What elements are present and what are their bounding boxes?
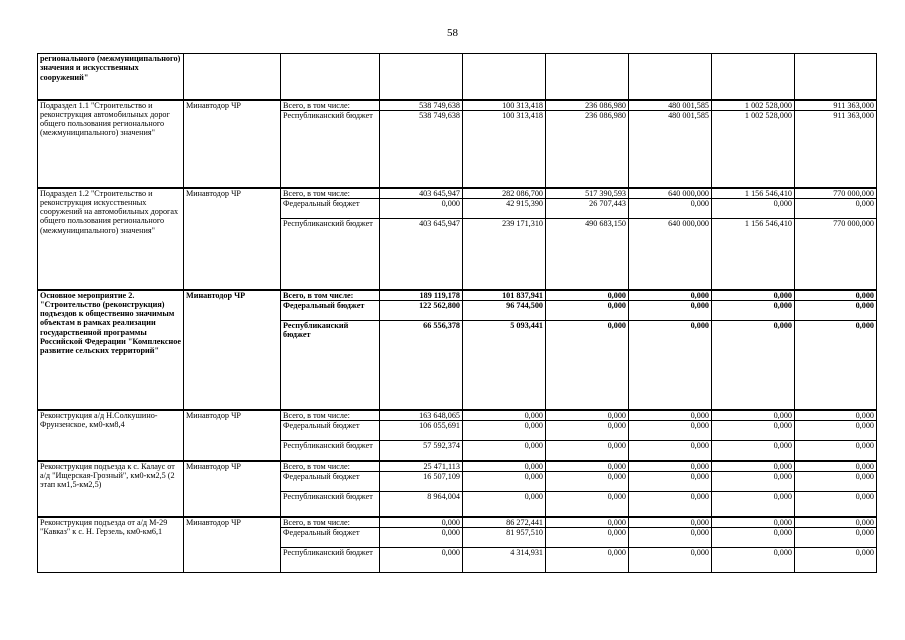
amount-cell: 0,000 [546, 528, 629, 548]
amount-cell: 0,000 [629, 492, 712, 517]
amount-cell: 911 363,000 [795, 100, 877, 111]
amount-cell [546, 54, 629, 100]
amount-cell [380, 54, 463, 100]
activity-name-cell: регионального (межмуниципального) значения и искусственных сооружений" [38, 54, 184, 100]
amount-cell: 0,000 [795, 301, 877, 321]
amount-cell: 0,000 [546, 441, 629, 461]
amount-cell: 770 000,000 [795, 188, 877, 199]
executor-cell: Минавтодор ЧР [184, 517, 281, 573]
amount-cell: 0,000 [629, 472, 712, 492]
amount-cell: 0,000 [795, 492, 877, 517]
amount-cell: 0,000 [629, 199, 712, 219]
amount-cell: 26 707,443 [546, 199, 629, 219]
amount-cell: 0,000 [629, 528, 712, 548]
funding-source-cell: Федеральный бюджет [281, 199, 380, 219]
amount-cell: 0,000 [712, 321, 795, 410]
amount-cell: 0,000 [629, 461, 712, 472]
amount-cell: 66 556,378 [380, 321, 463, 410]
amount-cell: 1 002 528,000 [712, 111, 795, 188]
amount-cell: 0,000 [546, 301, 629, 321]
table-row [38, 100, 877, 111]
funding-source-cell: Всего, в том числе: [281, 517, 380, 528]
amount-cell: 0,000 [546, 517, 629, 528]
table-row [38, 54, 877, 100]
amount-cell: 0,000 [712, 517, 795, 528]
executor-cell [184, 54, 281, 100]
amount-cell: 480 001,585 [629, 111, 712, 188]
amount-cell: 0,000 [629, 548, 712, 573]
funding-source-cell: Всего, в том числе: [281, 410, 380, 421]
amount-cell: 0,000 [712, 410, 795, 421]
amount-cell: 1 156 546,410 [712, 188, 795, 199]
amount-cell [463, 54, 546, 100]
amount-cell: 282 086,700 [463, 188, 546, 199]
amount-cell: 25 471,113 [380, 461, 463, 472]
table-row [38, 188, 877, 199]
amount-cell: 0,000 [629, 290, 712, 301]
amount-cell: 403 645,947 [380, 188, 463, 199]
amount-cell: 0,000 [795, 472, 877, 492]
amount-cell: 490 683,150 [546, 219, 629, 290]
amount-cell: 0,000 [463, 410, 546, 421]
executor-cell: Минавтодор ЧР [184, 100, 281, 188]
amount-cell: 0,000 [712, 548, 795, 573]
amount-cell: 0,000 [380, 517, 463, 528]
amount-cell: 0,000 [795, 528, 877, 548]
amount-cell: 0,000 [546, 321, 629, 410]
amount-cell: 0,000 [712, 421, 795, 441]
amount-cell: 16 507,109 [380, 472, 463, 492]
amount-cell: 239 171,310 [463, 219, 546, 290]
amount-cell: 640 000,000 [629, 219, 712, 290]
amount-cell: 0,000 [795, 548, 877, 573]
activity-name-cell: Реконструкция а/д Н.Солкушино-Фрунзенское, км0-км8,4 [38, 410, 184, 461]
funding-source-cell: Всего, в том числе: [281, 290, 380, 301]
amount-cell: 122 562,800 [380, 301, 463, 321]
amount-cell: 0,000 [795, 290, 877, 301]
amount-cell: 0,000 [629, 441, 712, 461]
amount-cell: 0,000 [546, 472, 629, 492]
executor-cell: Минавтодор ЧР [184, 188, 281, 290]
amount-cell: 0,000 [795, 517, 877, 528]
amount-cell: 517 390,593 [546, 188, 629, 199]
amount-cell: 0,000 [795, 461, 877, 472]
amount-cell: 0,000 [712, 528, 795, 548]
executor-cell: Минавтодор ЧР [184, 410, 281, 461]
table-row [38, 410, 877, 421]
amount-cell: 42 915,390 [463, 199, 546, 219]
table-row [38, 290, 877, 301]
amount-cell: 0,000 [380, 528, 463, 548]
amount-cell: 163 648,065 [380, 410, 463, 421]
activity-name-cell: Подраздел 1.2 "Строительство и реконструкция искусственных сооружений на автомобильных дорогах общего пользования регионального (межмуниципального) значения" [38, 188, 184, 290]
amount-cell: 4 314,931 [463, 548, 546, 573]
amount-cell: 0,000 [546, 290, 629, 301]
amount-cell: 0,000 [712, 461, 795, 472]
amount-cell: 640 000,000 [629, 188, 712, 199]
funding-source-cell: Республиканский бюджет [281, 321, 380, 410]
amount-cell: 0,000 [380, 199, 463, 219]
amount-cell: 0,000 [546, 421, 629, 441]
activity-name-cell: Реконструкция подъезда от а/д М-29 "Кавказ" к с. Н. Герзель, км0-км6,1 [38, 517, 184, 573]
amount-cell [712, 54, 795, 100]
amount-cell: 0,000 [629, 321, 712, 410]
amount-cell: 538 749,638 [380, 100, 463, 111]
funding-source-cell: Всего, в том числе: [281, 100, 380, 111]
amount-cell: 0,000 [795, 441, 877, 461]
amount-cell: 86 272,441 [463, 517, 546, 528]
amount-cell: 96 744,500 [463, 301, 546, 321]
amount-cell: 0,000 [712, 492, 795, 517]
amount-cell: 0,000 [463, 441, 546, 461]
activity-name-cell: Основное мероприятие 2. "Строительство (реконструкция) подъездов к общественно значимым объектам в рамках реализации государственной программы Российской Федерации "Комплексное развитие сельских территорий" [38, 290, 184, 410]
amount-cell: 100 313,418 [463, 100, 546, 111]
amount-cell: 8 964,004 [380, 492, 463, 517]
amount-cell: 538 749,638 [380, 111, 463, 188]
amount-cell: 57 592,374 [380, 441, 463, 461]
amount-cell: 0,000 [795, 410, 877, 421]
amount-cell: 0,000 [380, 548, 463, 573]
funding-source-cell: Республиканский бюджет [281, 548, 380, 573]
amount-cell: 480 001,585 [629, 100, 712, 111]
amount-cell: 189 119,178 [380, 290, 463, 301]
table-body [38, 54, 877, 573]
amount-cell: 0,000 [463, 492, 546, 517]
amount-cell: 0,000 [795, 199, 877, 219]
amount-cell: 911 363,000 [795, 111, 877, 188]
amount-cell: 0,000 [795, 421, 877, 441]
executor-cell: Минавтодор ЧР [184, 461, 281, 517]
budget-table [37, 53, 877, 573]
activity-name-cell: Подраздел 1.1 "Строительство и реконструкция автомобильных дорог общего пользования регионального (межмуниципального) значения" [38, 100, 184, 188]
funding-source-cell [281, 54, 380, 100]
amount-cell: 403 645,947 [380, 219, 463, 290]
amount-cell: 0,000 [463, 472, 546, 492]
amount-cell: 0,000 [712, 290, 795, 301]
funding-source-cell: Федеральный бюджет [281, 421, 380, 441]
table-row [38, 517, 877, 528]
amount-cell: 1 002 528,000 [712, 100, 795, 111]
amount-cell: 0,000 [546, 461, 629, 472]
amount-cell: 0,000 [795, 321, 877, 410]
amount-cell: 0,000 [629, 421, 712, 441]
executor-cell: Минавтодор ЧР [184, 290, 281, 410]
amount-cell [795, 54, 877, 100]
amount-cell: 1 156 546,410 [712, 219, 795, 290]
funding-source-cell: Федеральный бюджет [281, 528, 380, 548]
amount-cell: 0,000 [546, 492, 629, 517]
funding-source-cell: Всего, в том числе: [281, 461, 380, 472]
page-number: 58 [447, 27, 458, 39]
amount-cell: 106 055,691 [380, 421, 463, 441]
amount-cell: 101 837,941 [463, 290, 546, 301]
funding-source-cell: Республиканский бюджет [281, 441, 380, 461]
amount-cell: 0,000 [463, 421, 546, 441]
amount-cell: 0,000 [712, 441, 795, 461]
activity-name-cell: Реконструкция подъезда к с. Калаус от а/д "Ищерская-Грозный", км0-км2,5 (2 этап км1,5-км2,5) [38, 461, 184, 517]
funding-source-cell: Федеральный бюджет [281, 301, 380, 321]
amount-cell: 5 093,441 [463, 321, 546, 410]
funding-source-cell: Всего, в том числе: [281, 188, 380, 199]
amount-cell: 236 086,980 [546, 111, 629, 188]
amount-cell: 0,000 [712, 301, 795, 321]
amount-cell: 236 086,980 [546, 100, 629, 111]
amount-cell: 0,000 [712, 472, 795, 492]
amount-cell: 0,000 [546, 548, 629, 573]
funding-source-cell: Федеральный бюджет [281, 472, 380, 492]
table-row [38, 461, 877, 472]
amount-cell: 100 313,418 [463, 111, 546, 188]
amount-cell: 0,000 [546, 410, 629, 421]
amount-cell: 0,000 [629, 517, 712, 528]
amount-cell: 0,000 [712, 199, 795, 219]
amount-cell: 0,000 [463, 461, 546, 472]
amount-cell: 81 957,510 [463, 528, 546, 548]
amount-cell: 770 000,000 [795, 219, 877, 290]
funding-source-cell: Республиканский бюджет [281, 492, 380, 517]
amount-cell: 0,000 [629, 410, 712, 421]
amount-cell: 0,000 [629, 301, 712, 321]
funding-source-cell: Республиканский бюджет [281, 219, 380, 290]
funding-source-cell: Республиканский бюджет [281, 111, 380, 188]
amount-cell [629, 54, 712, 100]
